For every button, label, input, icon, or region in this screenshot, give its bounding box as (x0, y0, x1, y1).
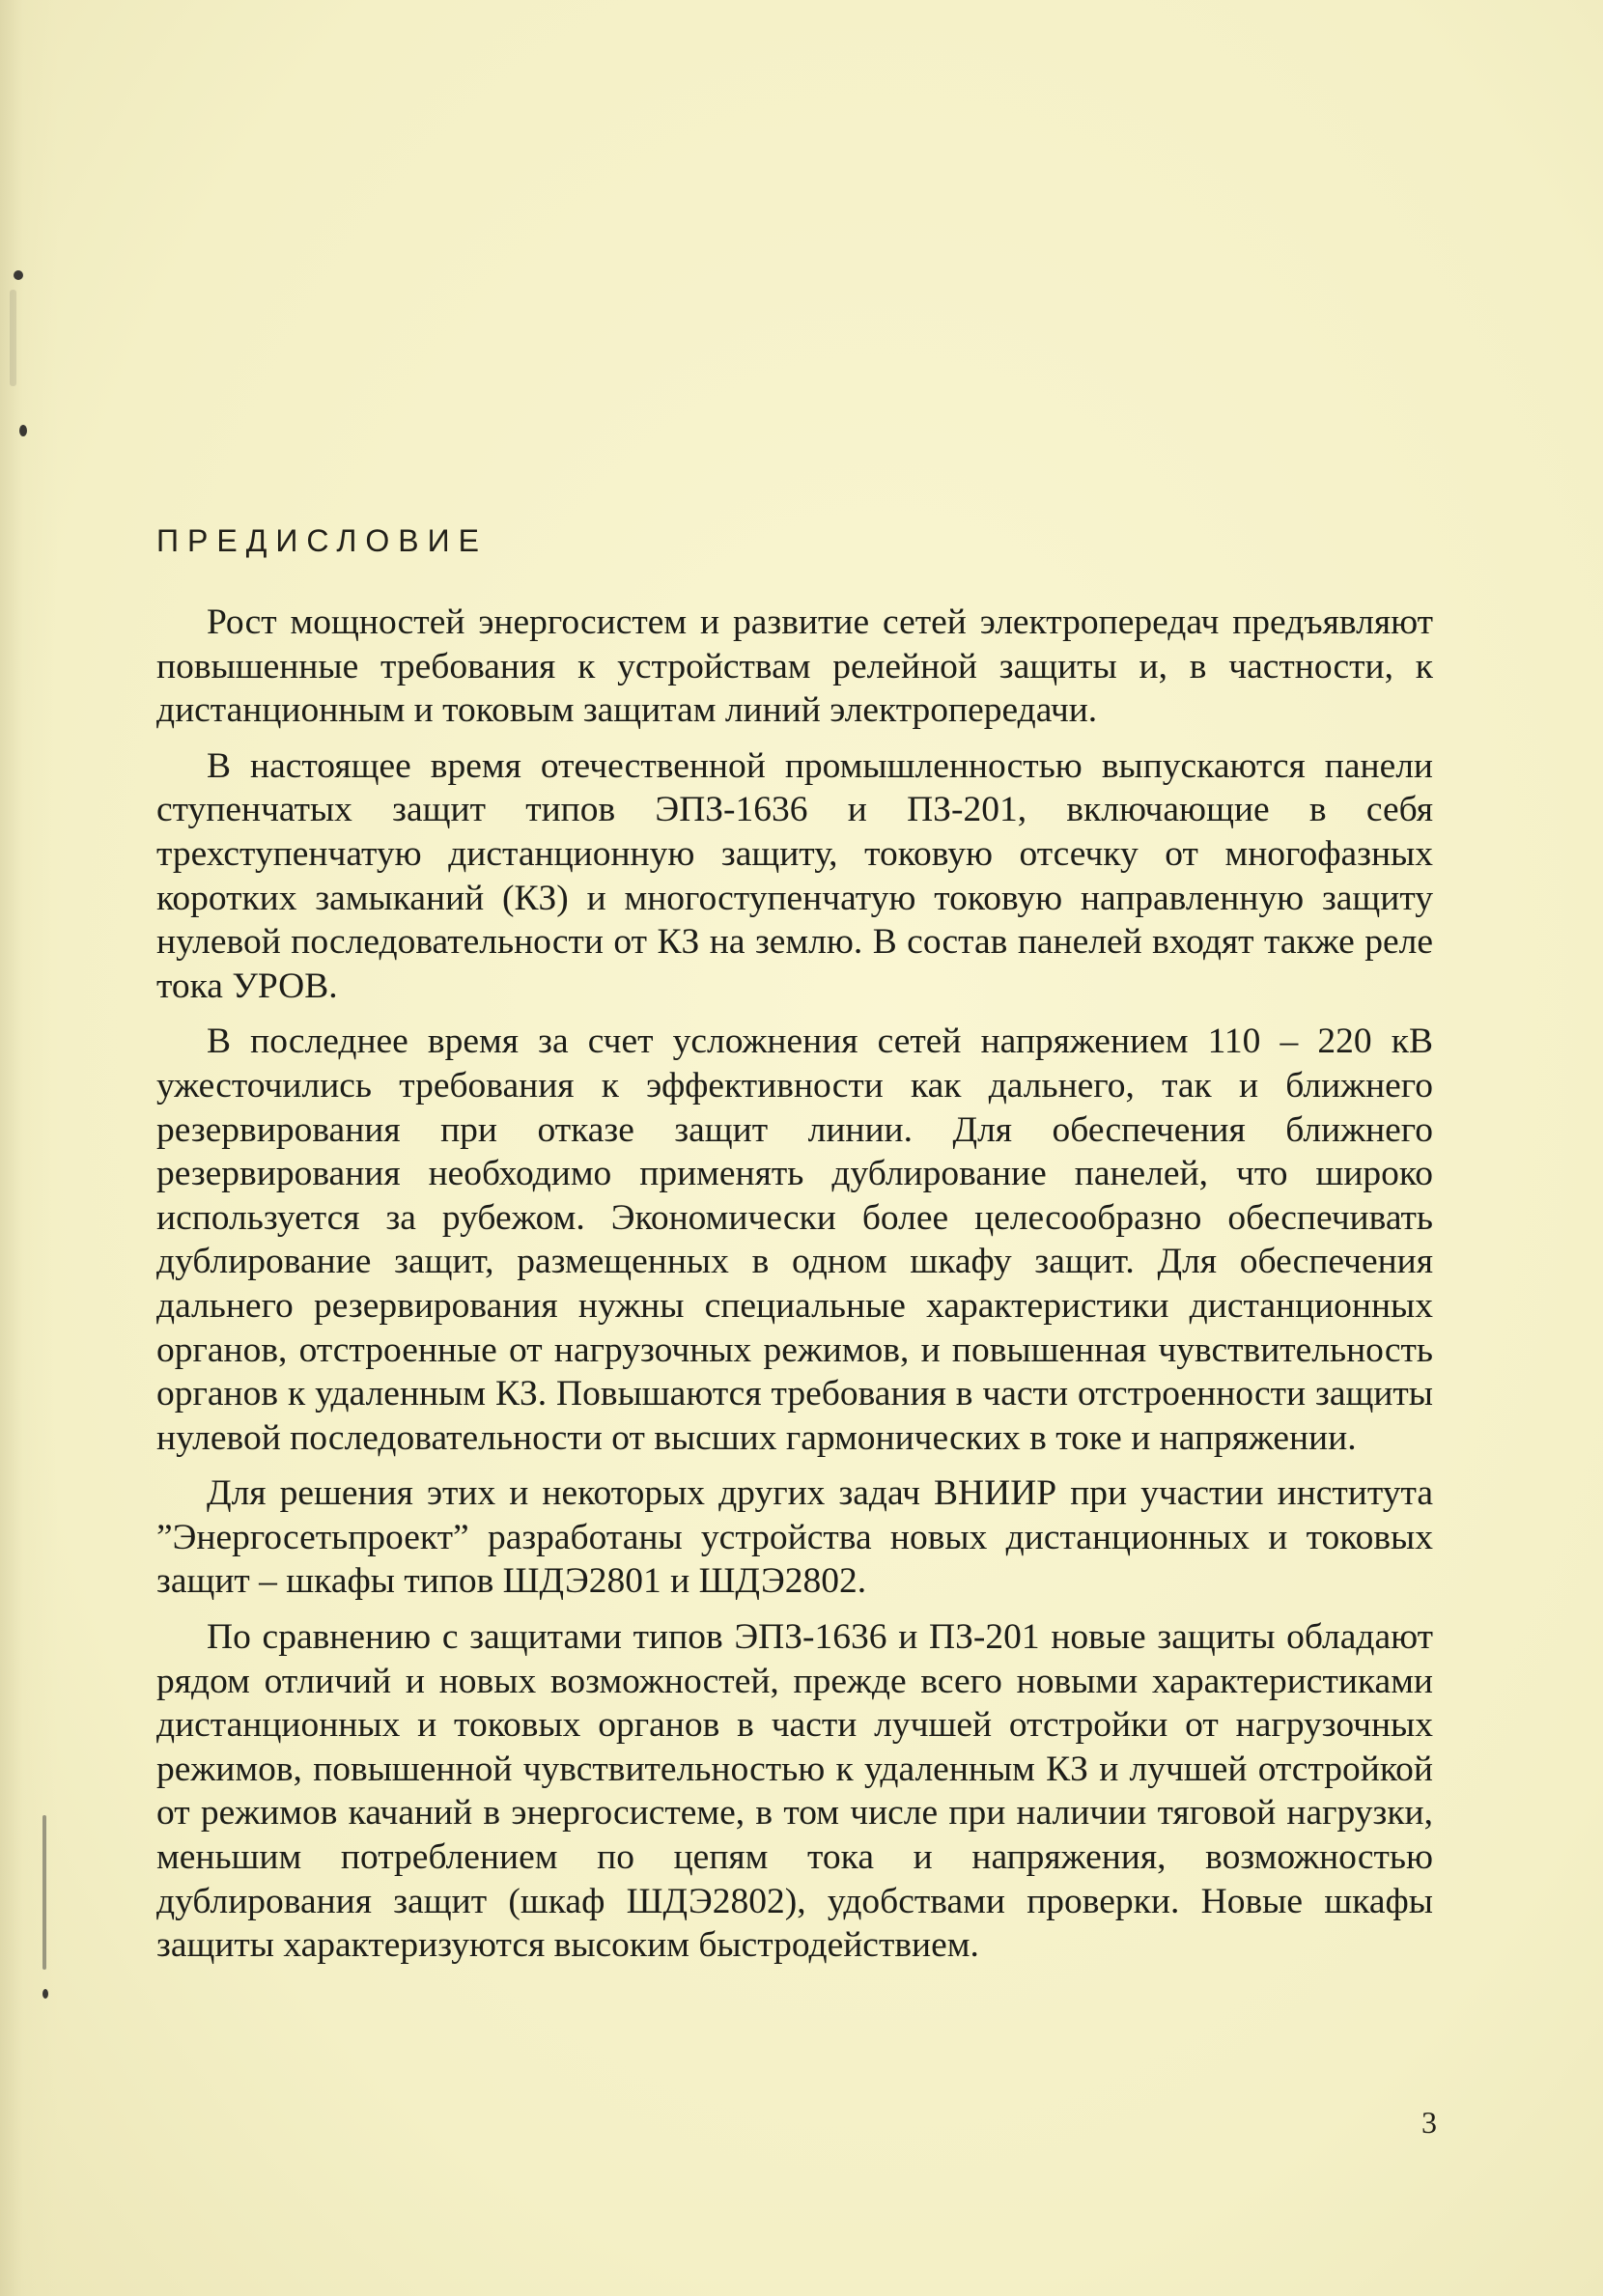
body-text (156, 601, 1433, 1979)
paragraph: Рост мощностей энергосистем и развитие сетей электропередач предъявляют повышенные требования к устройствам релейной защиты и, в частности, к дистанционным и токовым защитам линий электропередачи. (156, 602, 1433, 731)
paragraph: Для решения этих и некоторых других задач ВНИИР при участии института ”Энергосетьпроект” разработаны устройства новых дистанционных и токовых защит – шкафы типов ШДЭ2801 и ШДЭ2802. (156, 1473, 1433, 1602)
paragraph: В последнее время за счет усложнения сетей напряжением 110 – 220 кВ ужесточились требования к эффективности как дальнего, так и ближнего резервирования при отказе защит линии. Для обеспечения ближнего резервирования необходимо применять дублирование панелей, что широко используется за рубежом. Экономически более целесообразно обеспечивать дублирование защит, размещенных в одном шкафу защит. Для обеспечения дальнего резервирования нужны специальные характеристики дистанционных органов, отстроенные от нагрузочных режимов, и повышенная чувствительность органов к удаленным КЗ. Повышаются требования в части отстроенности защиты нулевой последовательности от высших гармонических в токе и напряжении. (156, 1022, 1433, 1458)
binding-hole-mark (14, 270, 23, 280)
binding-hole-mark (42, 1989, 48, 1999)
section-heading: ПРЕДИСЛОВИЕ (156, 523, 488, 558)
spine-shadow-mark (42, 1815, 46, 1970)
page-number: 3 (1421, 2105, 1437, 2140)
paragraph: По сравнению с защитами типов ЭПЗ-1636 и ПЗ-201 новые защиты обладают рядом отличий и новых возможностей, прежде всего новыми характеристиками дистанционных и токовых органов в части лучшей отстройки от нагрузочных режимов, повышенной чувствительностью к удаленным КЗ и лучшей отстройкой от режимов качаний в энергосистеме, в том числе при наличии тяговой нагрузки, меньшим потреблением по цепям тока и напряжения, возможностью дублирования защит (шкаф ШДЭ2802), удобствами проверки. Новые шкафы защиты характеризуются высоким быстродействием. (156, 1617, 1433, 1966)
spine-shadow-mark (10, 290, 16, 386)
binding-hole-mark (19, 425, 27, 436)
paragraph: В настоящее время отечественной промышленностью выпускаются панели ступенчатых защит типов ЭПЗ-1636 и ПЗ-201, включающие в себя трехступенчатую дистанционную защиту, токовую отсечку от многофазных коротких замыканий (КЗ) и многоступенчатую токовую направленную защиту нулевой последовательности от КЗ на землю. В состав панелей входят также реле тока УРОВ. (156, 745, 1433, 1006)
